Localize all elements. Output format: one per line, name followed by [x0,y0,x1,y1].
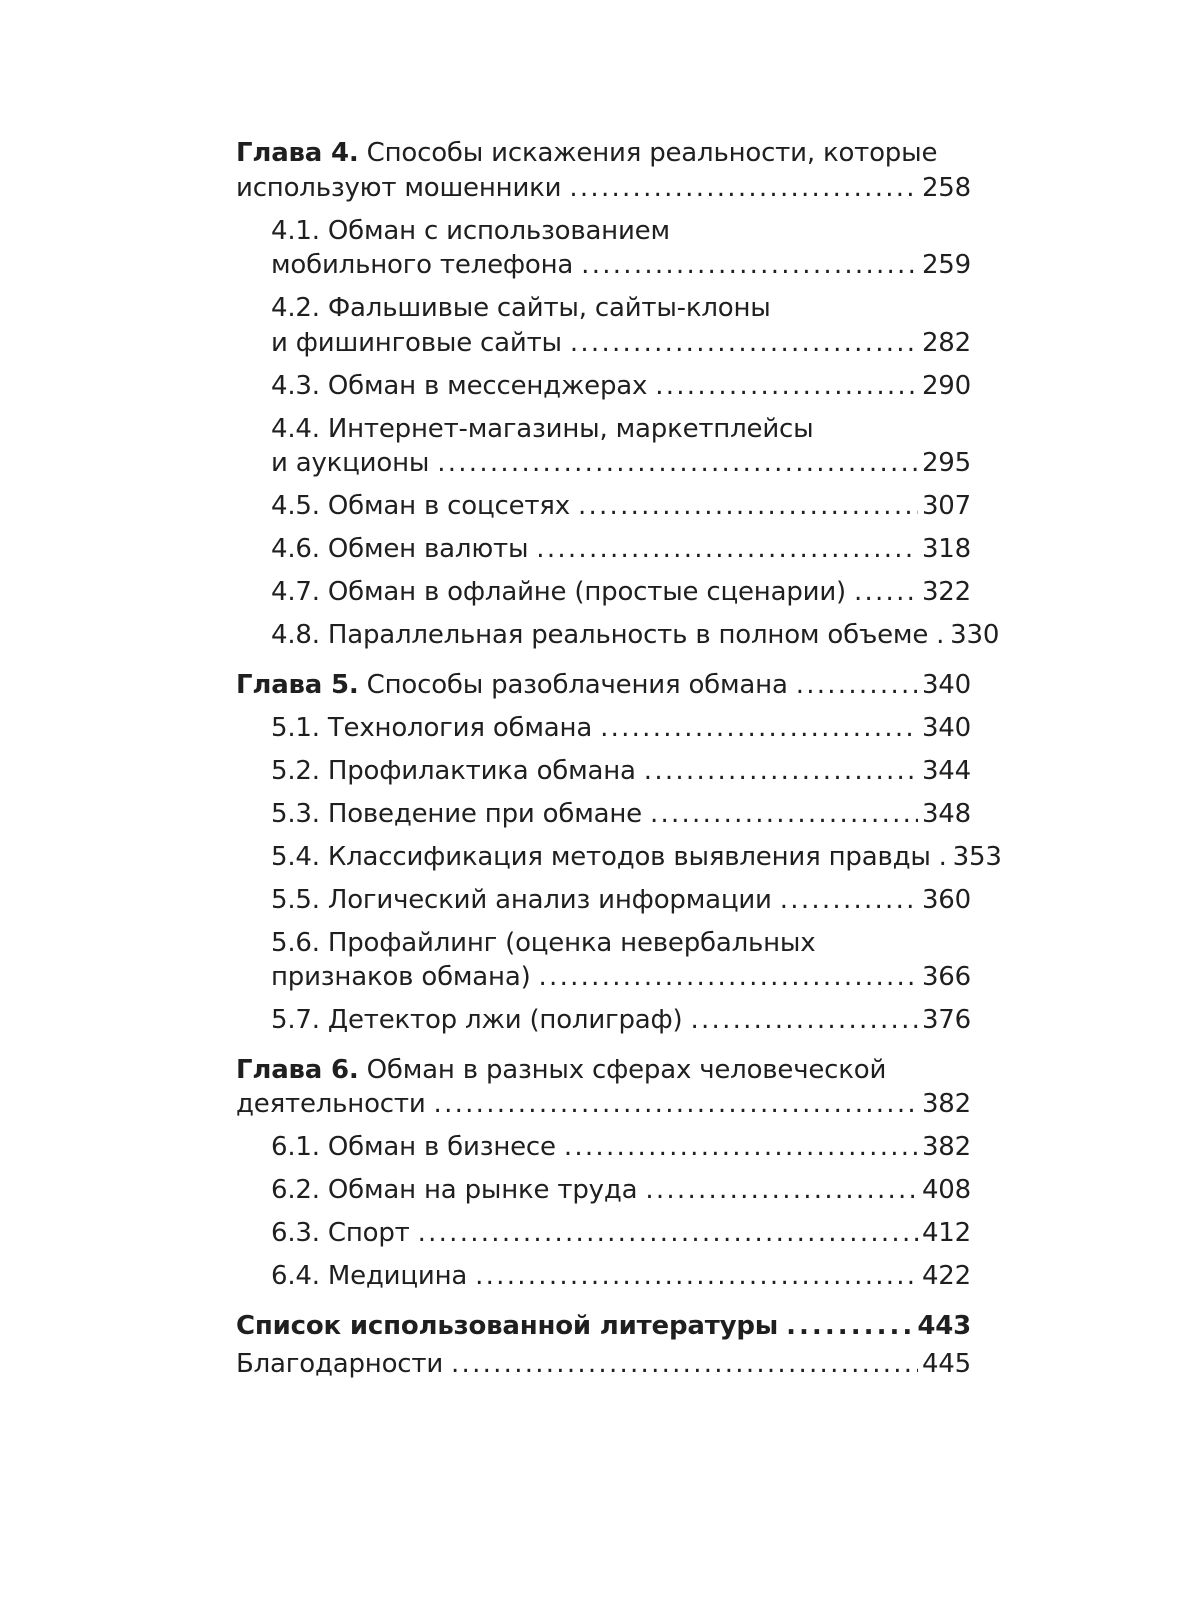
toc-section-6-3[interactable] [236,1216,971,1251]
chapter-label: Глава 6. [236,1054,359,1085]
toc-row [271,532,971,567]
section-title: 6.2. Обман на рынке труда [271,1175,638,1205]
toc-section-5-4[interactable] [236,840,1002,875]
page-number: 376 [921,1005,971,1035]
section-title: 6.1. Обман в бизнесе [271,1132,556,1162]
toc-chapter-6[interactable] [236,1053,971,1122]
page-number: 366 [921,962,971,992]
section-title: 6.3. Спорт [271,1218,410,1248]
leader-dots [645,1173,918,1208]
toc-row [271,797,971,832]
section-title: 5.3. Поведение при обмане [271,798,642,829]
toc-acknowledgements[interactable] [236,1347,971,1382]
toc-row [271,326,971,361]
toc-row [271,248,971,283]
leader-dots [796,668,918,703]
toc-row [271,575,971,610]
leader-dots [475,1259,918,1294]
section-title: 4.3. Обман в мессенджерах [271,370,648,401]
toc-section-5-3[interactable] [236,797,971,832]
toc-row [271,840,1002,875]
toc-section-4-8[interactable] [236,618,1000,653]
section-title-line1: 4.2. Фальшивые сайты, сайты-клоны [271,293,771,323]
toc-row [271,883,971,918]
toc-row [236,1309,971,1344]
toc-bibliography[interactable] [236,1309,971,1344]
leader-dots [939,840,949,875]
page-number: 422 [921,1261,971,1291]
page-number: 258 [921,172,971,203]
leader-dots [780,883,918,918]
leader-dots [578,489,918,524]
chapter-title-line2: деятельности [236,1089,426,1119]
chapter-title-line1: Способы искажения реальности, которые [366,138,938,168]
chapter-label: Глава 4. [236,138,359,168]
section-title-line1: 4.1. Обман с использованием [271,215,670,246]
section-title: 4.5. Обман в соцсетях [271,491,570,521]
page-number: 340 [921,712,971,743]
toc-section-4-2[interactable] [236,291,971,360]
toc-section-4-5[interactable] [236,489,971,524]
chapter-title-text: Способы разоблачения обмана [366,669,788,700]
chapter-label: Глава 5. [236,669,359,700]
leader-dots [655,369,918,404]
section-title: 5.4. Классификация методов выявления правды [271,841,931,872]
toc-row [271,711,971,746]
toc-row [271,960,971,995]
toc-chapter-4[interactable] [236,136,971,205]
bibliography-title: Список использованной литературы [236,1310,779,1341]
leader-dots [600,711,918,746]
section-title: 4.7. Обман в офлайне (простые сценарии) [271,577,846,607]
toc-row [236,1347,971,1382]
page-number: 344 [921,755,971,786]
section-title-line2: и аукционы [271,448,430,478]
toc-section-6-1[interactable] [236,1130,971,1165]
page-number: 330 [950,620,1000,650]
page-number: 382 [921,1089,971,1119]
toc-row [271,1259,971,1294]
leader-dots [570,326,918,361]
toc-line [236,1053,971,1088]
leader-dots [434,1087,918,1122]
toc-section-5-1[interactable] [236,711,971,746]
page-number: 348 [921,798,971,829]
toc-line [236,136,971,171]
leader-dots [644,754,918,789]
leader-dots [786,1309,913,1344]
section-title-line2: признаков обмана) [271,962,531,992]
page-number: 290 [921,370,971,401]
page-number: 282 [921,327,971,358]
leader-dots [581,248,918,283]
page-number: 360 [921,884,971,915]
leader-dots [418,1216,918,1251]
toc-row [271,1216,971,1251]
leader-dots [536,532,918,567]
chapter-title [236,668,788,703]
leader-dots [854,575,918,610]
leader-dots [564,1130,918,1165]
toc-section-4-6[interactable] [236,532,971,567]
chapter-title-line1: Обман в разных сферах человеческой [366,1054,887,1085]
section-title: 5.2. Профилактика обмана [271,755,636,786]
page-number: 382 [921,1132,971,1162]
toc-section-4-1[interactable] [236,214,971,283]
acknowledgements-title: Благодарности [236,1349,444,1379]
page-number: 295 [921,448,971,478]
page-number: 322 [921,577,971,607]
leader-dots [437,446,918,481]
toc-section-5-6[interactable] [236,926,971,995]
page-number: 340 [921,669,971,700]
toc-section-5-5[interactable] [236,883,971,918]
table-of-contents [236,136,1002,1382]
toc-row [271,446,971,481]
toc-section-6-4[interactable] [236,1259,971,1294]
toc-row [236,171,971,206]
section-title-line2: и фишинговые сайты [271,327,562,358]
section-title: 4.8. Параллельная реальность в полном объеме [271,620,929,650]
page-number: 412 [921,1218,971,1248]
toc-section-5-2[interactable] [236,754,971,789]
section-title-line1: 4.4. Интернет-магазины, маркетплейсы [271,413,814,444]
toc-section-6-2[interactable] [236,1173,971,1208]
toc-row [271,754,971,789]
toc-row [236,668,971,703]
leader-dots [936,618,946,653]
section-title: 4.6. Обмен валюты [271,534,529,564]
toc-row [271,369,971,404]
toc-section-4-7[interactable] [236,575,971,610]
page-number: 408 [921,1175,971,1205]
section-title: 5.5. Логический анализ информации [271,884,772,915]
toc-section-4-4[interactable] [236,412,971,481]
section-title: 6.4. Медицина [271,1261,468,1291]
toc-section-4-3[interactable] [236,369,971,404]
leader-dots [650,797,918,832]
section-title: 5.7. Детектор лжи (полиграф) [271,1005,683,1035]
toc-row [271,1173,971,1208]
toc-row [271,1003,971,1038]
page-number: 307 [921,491,971,521]
toc-row [271,489,971,524]
toc-chapter-5[interactable] [236,668,971,703]
section-title: 5.1. Технология обмана [271,712,593,743]
leader-dots [691,1003,918,1038]
leader-dots [569,171,918,206]
section-title-line2: мобильного телефона [271,250,574,280]
toc-row [271,1130,971,1165]
page-number: 443 [917,1310,971,1341]
toc-section-5-7[interactable] [236,1003,971,1038]
toc-row [236,1087,971,1122]
section-title-line1: 5.6. Профайлинг (оценка невербальных [271,927,816,958]
leader-dots [539,960,918,995]
chapter-title-line2: используют мошенники [236,172,562,203]
page-number: 318 [921,534,971,564]
leader-dots [451,1347,918,1382]
page-number: 353 [952,841,1002,872]
page-number: 445 [921,1349,971,1379]
page-number: 259 [921,250,971,280]
toc-row [271,618,1000,653]
